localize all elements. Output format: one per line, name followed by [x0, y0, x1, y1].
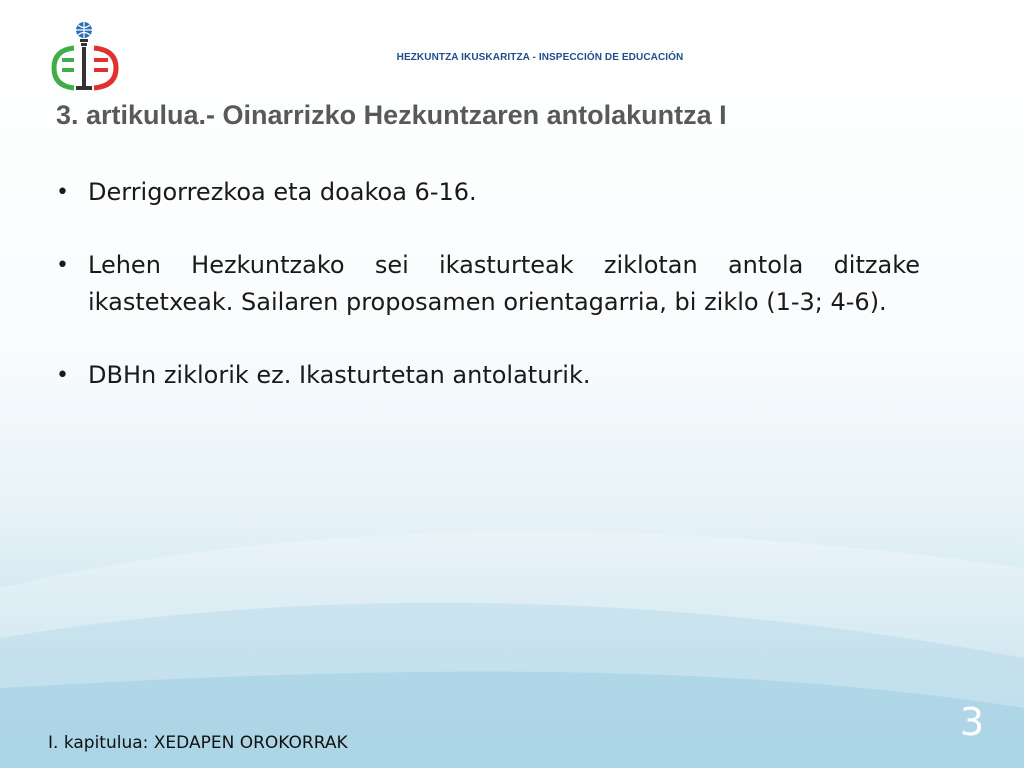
bullet-list	[56, 174, 920, 430]
bullet-item	[56, 357, 920, 394]
bullet-text: Derrigorrezkoa eta doakoa 6-16.	[88, 178, 477, 206]
header-organization-text: HEZKUNTZA IKUSKARITZA - INSPECCIÓN DE EDUCACIÓN	[396, 52, 684, 63]
bullet-text: Lehen Hezkuntzako sei ikasturteak ziklotan antola ditzake ikastetxeak. Sailaren proposamen orientagarria, bi ziklo (1-3; 4-6).	[88, 251, 920, 316]
bullet-item	[56, 174, 920, 211]
education-inspection-logo	[50, 20, 120, 92]
bullet-icon: •	[56, 180, 69, 205]
bullet-item	[56, 247, 920, 321]
slide-title: 3. artikulua.- Oinarrizko Hezkuntzaren antolakuntza I	[56, 100, 727, 130]
bullet-icon: •	[56, 253, 69, 278]
chapter-footer: I. kapitulua: XEDAPEN OROKORRAK	[48, 733, 348, 753]
background-wave	[0, 468, 1024, 768]
bullet-icon: •	[56, 363, 69, 388]
page-number: 3	[959, 700, 984, 744]
bullet-text: DBHn ziklorik ez. Ikasturtetan antolaturik.	[88, 361, 591, 389]
